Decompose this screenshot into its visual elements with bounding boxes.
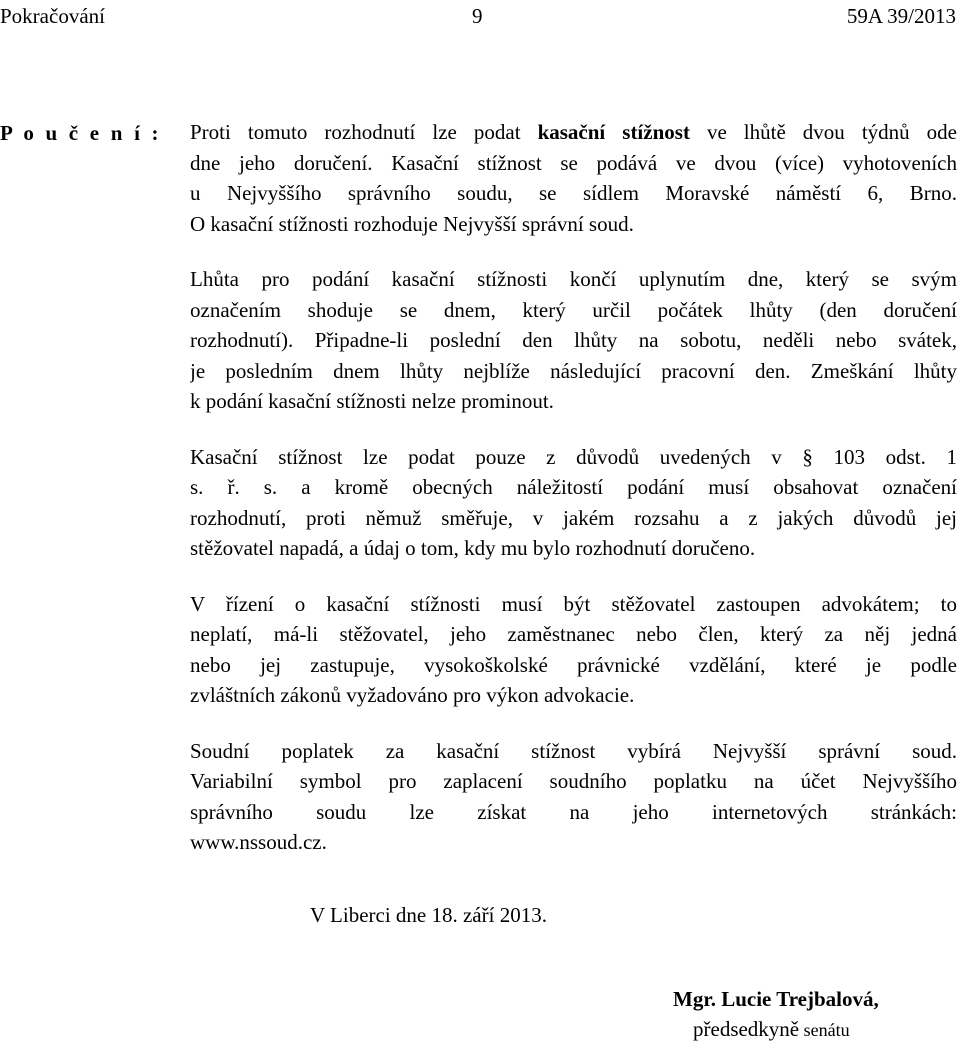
- paragraph-court-fee: [190, 736, 957, 858]
- text-line: neplatí, má-li stěžovatel, jeho zaměstnanec nebo člen, který za něj jedná: [190, 622, 957, 646]
- text-line: správního soudu lze získat na jeho internetových stránkách:: [190, 799, 957, 824]
- text-line: k podání kasační stížnosti nelze prominout.: [190, 389, 554, 413]
- text-line: je posledním dnem lhůty nejblíže následující pracovní den. Zmeškání lhůty: [190, 358, 957, 383]
- signatory-name: Mgr. Lucie Trejbalová,: [673, 987, 879, 1011]
- text-line: [190, 117, 957, 148]
- page-number: 9: [472, 4, 483, 28]
- signature-block: [673, 984, 879, 1045]
- text-line: rozhodnutí, proti němuž směřuje, v jakém rozsahu a z jakých důvodů jej: [190, 505, 957, 530]
- instruction-content: [190, 117, 957, 883]
- website-link-text: www.nssoud.cz.: [190, 830, 327, 854]
- text-line: nebo jej zastupuje, vysokoškolské právnické vzdělání, které je podle: [190, 652, 957, 677]
- signatory-role: [673, 1014, 879, 1045]
- text-line: u Nejvyššího správního soudu, se sídlem Moravské náměstí 6, Brno.: [190, 181, 957, 205]
- instruction-label: P o u č e n í :: [0, 121, 162, 145]
- text-line: stěžovatel napadá, a údaj o tom, kdy mu bylo rozhodnutí doručeno.: [190, 536, 756, 560]
- text-line: V řízení o kasační stížnosti musí být stěžovatel zastoupen advokátem; to: [190, 591, 957, 616]
- text-line: označením shoduje se dnem, který určil počátek lhůty (den doručení: [190, 297, 957, 322]
- text-line: Kasační stížnost lze podat pouze z důvodů uvedených v § 103 odst. 1: [190, 444, 957, 469]
- signatory-role-suffix: senátu: [799, 1020, 850, 1040]
- text-fragment: ve lhůtě dvou týdnů ode: [689, 120, 957, 144]
- page-header: [0, 4, 960, 34]
- text-line: O kasační stížnosti rozhoduje Nejvyšší správní soud.: [190, 211, 634, 236]
- paragraph-deadline: [190, 264, 957, 417]
- paragraph-representation: [190, 589, 957, 711]
- text-line: zvláštních zákonů vyžadováno pro výkon advokacie.: [190, 683, 635, 707]
- case-number: 59A 39/2013: [846, 4, 956, 28]
- continuation-label: Pokračování: [0, 4, 105, 28]
- paragraph-appeal-intro: [190, 117, 957, 239]
- date-line: V Liberci dne 18. září 2013.: [310, 903, 547, 927]
- text-line: dne jeho doručení. Kasační stížnost se podává ve dvou (více) vyhotoveních: [190, 150, 957, 175]
- paragraph-grounds: [190, 442, 957, 564]
- signatory-role-main: předsedkyně: [693, 1017, 800, 1041]
- text-line: rozhodnutí). Připadne-li poslední den lhůty na sobotu, neděli nebo svátek,: [190, 328, 957, 352]
- text-line: Lhůta pro podání kasační stížnosti končí uplynutím dne, který se svým: [190, 267, 957, 291]
- text-fragment: Proti tomuto rozhodnutí lze podat: [190, 120, 538, 144]
- text-line: Soudní poplatek za kasační stížnost vybírá Nejvyšší správní soud.: [190, 738, 957, 763]
- bold-term: kasační stížnost: [537, 120, 690, 144]
- text-line: s. ř. s. a kromě obecných náležitostí podání musí obsahovat označení: [190, 475, 957, 499]
- text-line: Variabilní symbol pro zaplacení soudního poplatku na účet Nejvyššího: [190, 769, 957, 793]
